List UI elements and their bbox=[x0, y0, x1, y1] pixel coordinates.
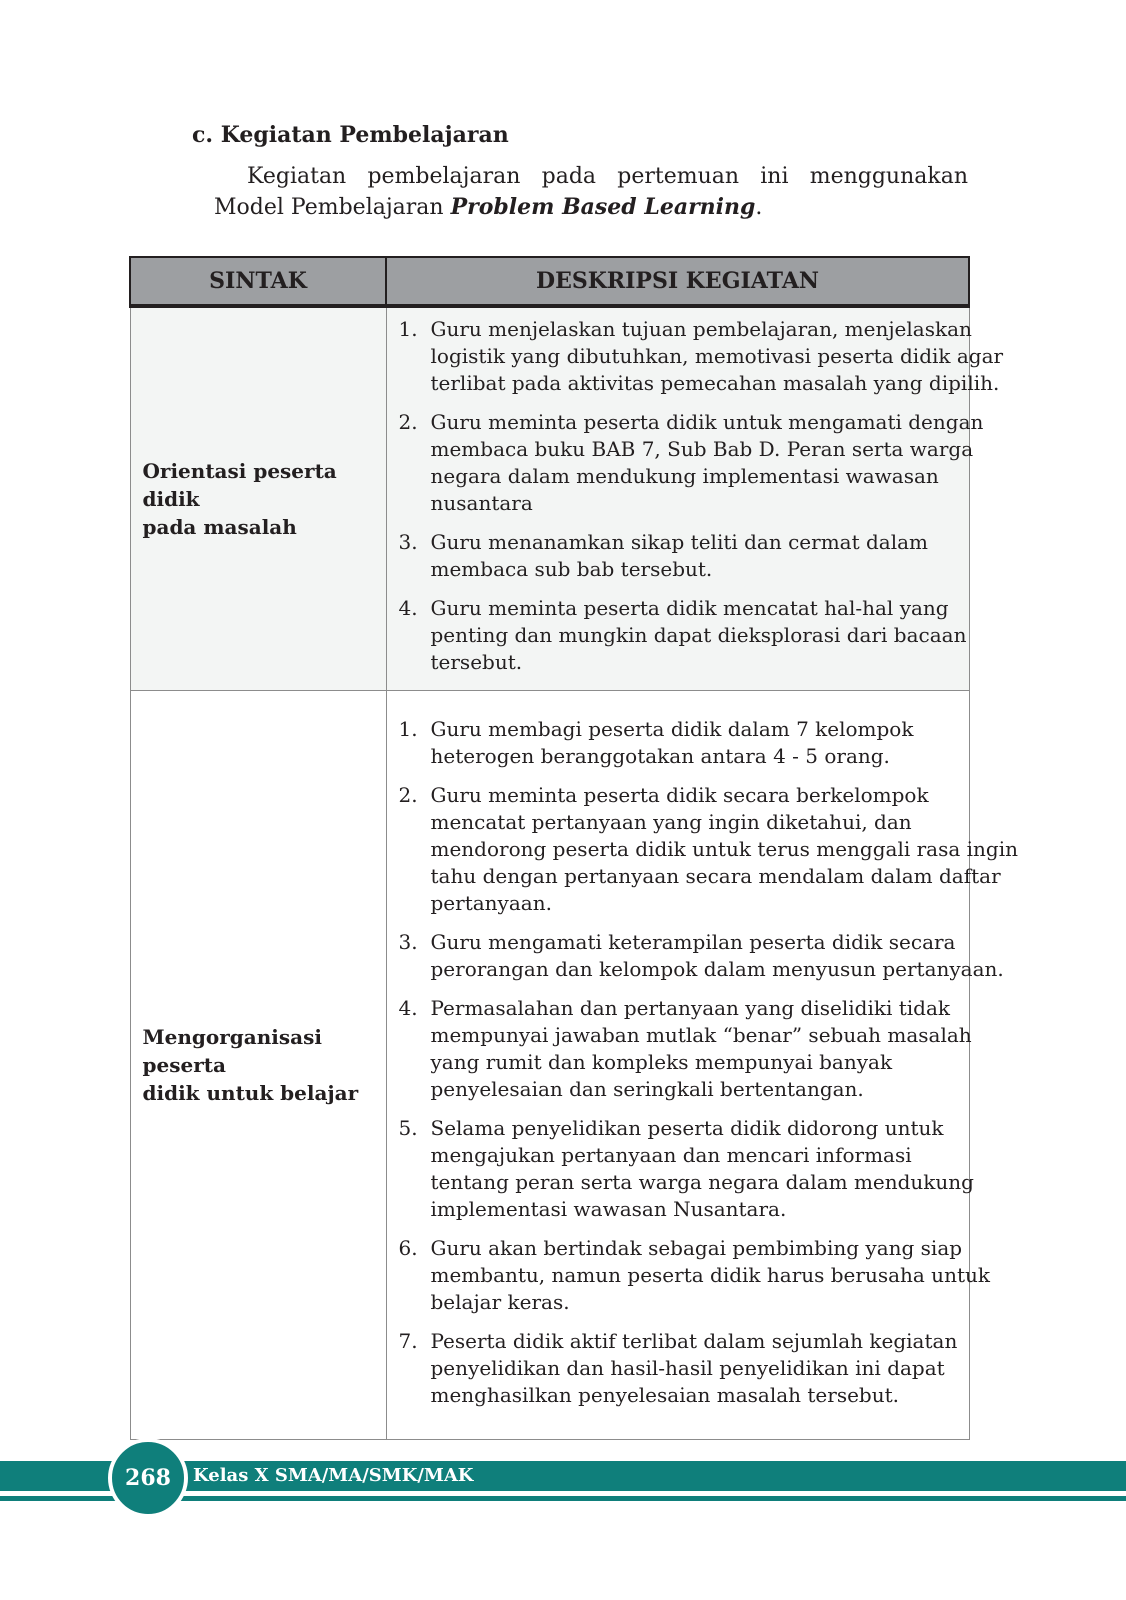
item-line: mengajukan pertanyaan dan mencari informasi bbox=[430, 1142, 912, 1167]
item-line: Guru membagi peserta didik dalam 7 kelompok bbox=[430, 716, 914, 741]
item-line: tersebut. bbox=[430, 650, 523, 674]
list-item bbox=[398, 929, 1004, 983]
list-item bbox=[398, 316, 1004, 397]
item-number: 5. bbox=[398, 1115, 418, 1140]
item-number: 2. bbox=[398, 410, 418, 434]
item-line: penyelidikan dan hasil-hasil penyelidikan ini dapat bbox=[430, 1355, 945, 1380]
item-line: Guru menanamkan sikap teliti dan cermat dalam bbox=[430, 530, 928, 554]
item-line: Selama penyelidikan peserta didik didorong untuk bbox=[430, 1115, 944, 1140]
item-line: yang rumit dan kompleks mempunyai banyak bbox=[430, 1049, 893, 1074]
sintak-line: didik untuk belajar bbox=[142, 1081, 359, 1105]
list-item bbox=[399, 716, 955, 770]
item-number: 1. bbox=[398, 716, 418, 741]
list-item bbox=[398, 409, 984, 517]
activity-list bbox=[398, 716, 1018, 1409]
description-cell bbox=[386, 691, 1018, 1440]
sintak-cell bbox=[130, 306, 386, 691]
sintak-line: Orientasi peserta didik bbox=[142, 459, 337, 511]
list-item bbox=[398, 782, 1018, 917]
item-line: belajar keras. bbox=[430, 1289, 570, 1314]
list-item bbox=[398, 1235, 990, 1316]
list-item bbox=[398, 995, 972, 1103]
header-deskripsi: DESKRIPSI KEGIATAN bbox=[386, 257, 969, 306]
item-line: Guru meminta peserta didik secara berkelompok bbox=[430, 782, 929, 807]
item-number: 6. bbox=[398, 1235, 418, 1260]
item-line: terlibat pada aktivitas pemecahan masalah yang dipilih. bbox=[430, 371, 1000, 395]
sintak-line: Mengorganisasi peserta bbox=[142, 1025, 322, 1077]
section-heading: c. Kegiatan Pembelajaran bbox=[192, 122, 509, 148]
intro-paragraph bbox=[214, 162, 968, 223]
item-line: membantu, namun peserta didik harus berusaha untuk bbox=[430, 1262, 990, 1287]
item-line: mempunyai jawaban mutlak “benar” sebuah masalah bbox=[430, 1022, 972, 1047]
page-number: 268 bbox=[125, 1465, 171, 1491]
item-line: membaca buku BAB 7, Sub Bab D. Peran serta warga bbox=[430, 437, 974, 461]
sintak-label bbox=[131, 1023, 386, 1107]
item-line: tentang peran serta warga negara dalam mendukung bbox=[430, 1169, 974, 1194]
item-line: Peserta didik aktif terlibat dalam sejumlah kegiatan bbox=[430, 1328, 958, 1353]
item-line: Guru meminta peserta didik untuk mengamati dengan bbox=[430, 410, 984, 434]
item-line: mendorong peserta didik untuk terus menggali rasa ingin bbox=[430, 836, 1018, 861]
item-number: 4. bbox=[398, 995, 418, 1020]
item-number: 7. bbox=[398, 1328, 418, 1353]
item-line: mencatat pertanyaan yang ingin diketahui, dan bbox=[430, 809, 912, 834]
item-line: implementasi wawasan Nusantara. bbox=[430, 1196, 787, 1221]
item-line: Guru akan bertindak sebagai pembimbing yang siap bbox=[430, 1235, 963, 1260]
sintak-cell bbox=[130, 691, 386, 1440]
item-line: membaca sub bab tersebut. bbox=[430, 557, 713, 581]
activity-list bbox=[398, 316, 1004, 676]
item-line: Permasalahan dan pertanyaan yang diselidiki tidak bbox=[430, 995, 950, 1020]
item-line: heterogen beranggotakan antara 4 - 5 orang. bbox=[430, 743, 890, 768]
intro-emphasis: Problem Based Learning bbox=[450, 194, 756, 220]
intro-text: Kegiatan pembelajaran pada pertemuan ini menggunakan Model Pembelajaran bbox=[214, 164, 968, 220]
item-line: penting dan mungkin dapat dieksplorasi dari bacaan bbox=[430, 623, 967, 647]
description-cell bbox=[386, 306, 1004, 691]
intro-end: . bbox=[755, 195, 763, 220]
item-line: pertanyaan. bbox=[430, 890, 552, 915]
footer-title: Kelas X SMA/MA/SMK/MAK bbox=[193, 1465, 474, 1486]
table-row bbox=[130, 306, 969, 691]
list-item bbox=[398, 595, 967, 676]
item-number: 2. bbox=[398, 782, 418, 807]
sintak-line: pada masalah bbox=[142, 515, 297, 539]
sintak-label bbox=[131, 457, 386, 541]
table-header-row bbox=[130, 257, 969, 306]
table-row bbox=[130, 691, 969, 1440]
item-number: 1. bbox=[398, 317, 418, 341]
page-number-badge bbox=[108, 1438, 188, 1518]
item-line: nusantara bbox=[430, 491, 533, 515]
list-item bbox=[398, 1115, 974, 1223]
item-line: penyelesaian dan seringkali bertentangan. bbox=[430, 1076, 864, 1101]
item-number: 4. bbox=[398, 596, 418, 620]
item-line: Guru menjelaskan tujuan pembelajaran, menjelaskan bbox=[430, 317, 972, 341]
item-number: 3. bbox=[398, 929, 418, 954]
item-line: logistik yang dibutuhkan, memotivasi peserta didik agar bbox=[430, 344, 1004, 368]
item-line: Guru mengamati keterampilan peserta didik secara bbox=[430, 929, 956, 954]
item-line: Guru meminta peserta didik mencatat hal-hal yang bbox=[430, 596, 949, 620]
item-number: 3. bbox=[398, 530, 418, 554]
list-item bbox=[398, 1328, 958, 1409]
activity-table bbox=[129, 256, 1018, 1440]
item-line: tahu dengan pertanyaan secara mendalam dalam daftar bbox=[430, 863, 1001, 888]
item-line: negara dalam mendukung implementasi wawasan bbox=[430, 464, 939, 488]
item-line: perorangan dan kelompok dalam menyusun pertanyaan. bbox=[430, 956, 1004, 981]
header-sintak: SINTAK bbox=[130, 257, 386, 306]
item-line: menghasilkan penyelesaian masalah tersebut. bbox=[430, 1382, 900, 1407]
list-item bbox=[399, 529, 955, 583]
